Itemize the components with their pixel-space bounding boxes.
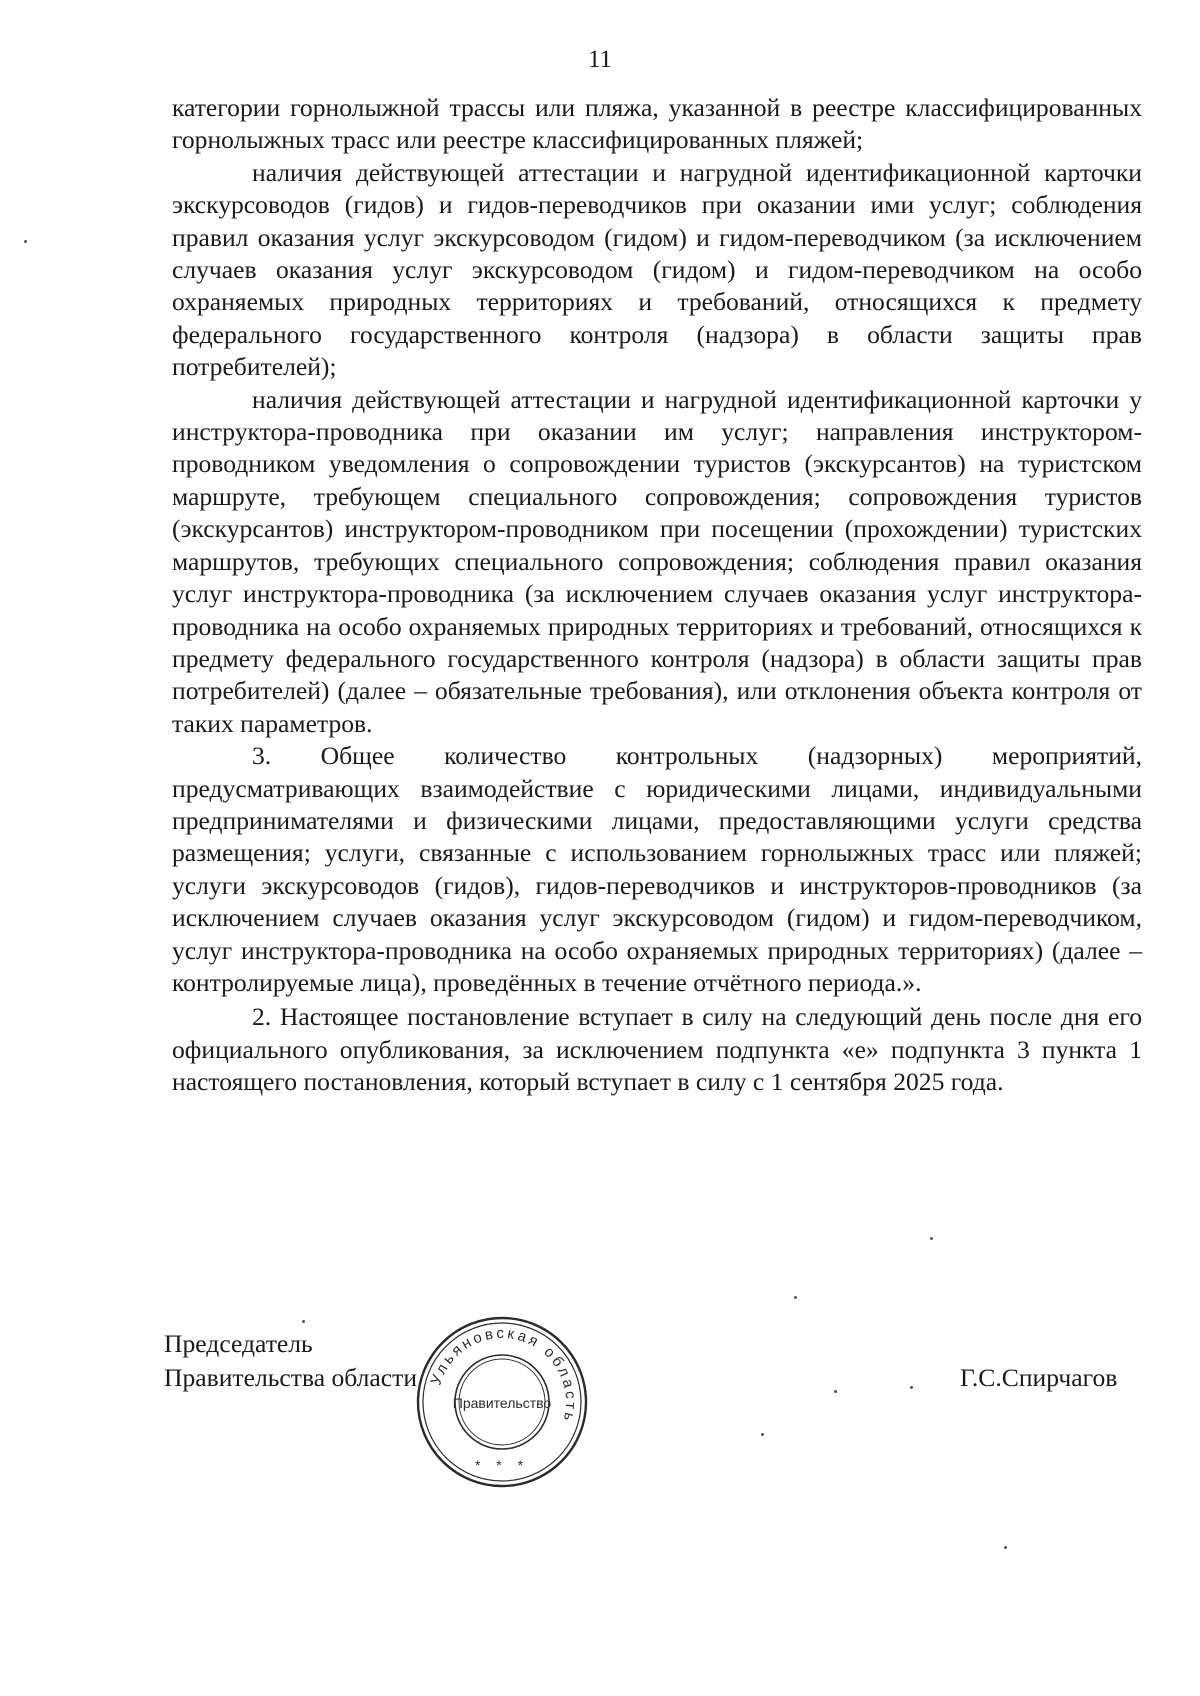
paragraph-item-2-effective-date: 2. Настоящее постановление вступает в силу на следующий день после дня его официального опубликования, за исключением подпункта «е» подпункта 3 пункта 1 настоящего постановления, который вступает в силу с 1 сентября 2025 года. [172, 1002, 1142, 1097]
scan-speck [761, 1433, 764, 1436]
scan-speck [930, 1237, 933, 1240]
scan-speck [1004, 1546, 1007, 1549]
scan-speck [302, 1320, 305, 1323]
scan-speck [834, 1390, 837, 1393]
paragraph-guides-requirements: наличия действующей аттестации и нагрудной идентификационной карточки экскурсоводов (гидов) и гидов-переводчиков при оказании ими услуг; соблюдения правил оказания услуг экскурсоводом (гидом) и гидом-переводчиком (за исключением случаев оказания услуг экскурсоводом (гидом) и гидом-переводчиком на особо охраняемых природных территориях и требований, относящихся к предмету федерального государственного контроля (надзора) в области защиты прав потребителей); [172, 157, 1142, 382]
paragraph-item-3: 3. Общее количество контрольных (надзорных) мероприятий, предусматривающих взаимодействие с юридическими лицами, индивидуальными предпринимателями и физическими лицами, предоставляющими услуги средства размещения; услуги, связанные с использованием горнолыжных трасс или пляжей; услуги экскурсоводов (гидов), гидов-переводчиков и инструкторов-проводников (за исключением случаев оказания услуг экскурсоводом (гидом) и гидом-переводчиком, услуг инструктора-проводника на особо охраняемых природных территориях) (далее – контролируемые лица), проведённых в течение отчётного периода.». [172, 741, 1142, 997]
signer-name: Г.С.Спирчагов [960, 1363, 1118, 1392]
official-seal [412, 1312, 592, 1492]
page-number: 11 [587, 46, 613, 73]
paragraph-continuation: категории горнолыжной трассы или пляжа, указанной в реестре классифицированных горнолыжных трасс или реестре классифицированных пляжей; [172, 93, 1142, 155]
paragraph-instructor-requirements: наличия действующей аттестации и нагрудной идентификационной карточки у инструктора-проводника при оказании им услуг; направления инструктором-проводником уведомления о сопровождении туристов (экскурсантов) на туристском маршруте, требующем специального сопровождения; сопровождения туристов (экскурсантов) инструктором-проводником при посещении (прохождении) туристских маршрутов, требующих специального сопровождения; соблюдения правил оказания услуг инструктора-проводника (за исключением случаев оказания услуг инструктора-проводника на особо охраняемых природных территориях и требований, относящихся к предмету федерального государственного контроля (надзора) в области защиты прав потребителей) (далее – обязательные требования), или отклонения объекта контроля от таких параметров. [172, 384, 1142, 738]
signatory-position-line-1: Председатель [164, 1329, 313, 1358]
signatory-position-line-2: Правительства области [164, 1363, 418, 1392]
scan-speck [24, 240, 27, 243]
scan-speck [910, 1386, 913, 1389]
document-body [172, 92, 1142, 1099]
scan-speck [794, 1296, 797, 1299]
seal-stars: * * * [474, 1457, 530, 1473]
seal-center-text: Правительство [452, 1395, 552, 1411]
seal-ring-text: Ульяновская область [427, 1324, 580, 1426]
signatory-position [164, 1327, 417, 1395]
